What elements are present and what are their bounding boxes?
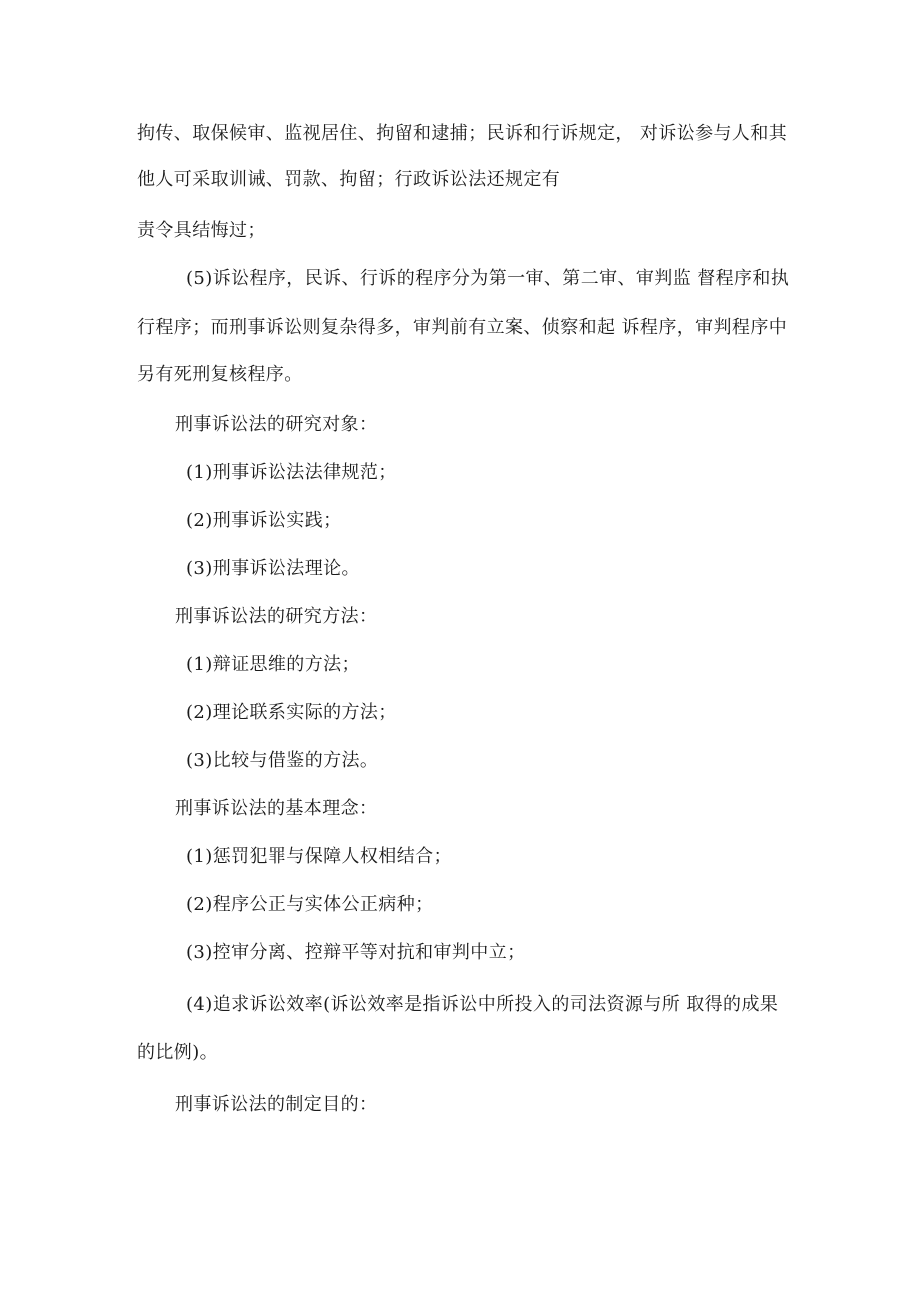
- list-item: (1)惩罚犯罪与保障人权相结合；: [186, 846, 452, 867]
- list-item: (2)刑事诉讼实践；: [186, 510, 342, 531]
- text-line: 他人可采取训诫、罚款、拘留；行政诉讼法还规定有: [137, 169, 561, 190]
- list-item: (3)控审分离、控辩平等对抗和审判中立；: [186, 942, 526, 963]
- section-heading: 刑事诉讼法的基本理念：: [175, 798, 378, 819]
- list-item: (2)程序公正与实体公正病种；: [186, 894, 434, 915]
- text-line: 责令具结悔过；: [137, 220, 266, 241]
- list-item: (4)追求诉讼效率(诉讼效率是指诉讼中所投入的司法资源与所 取得的成果: [186, 994, 779, 1015]
- text-line: 拘传、取保候审、监视居住、拘留和逮捕；民诉和行诉规定， 对诉讼参与人和其: [137, 123, 788, 144]
- text-line: 另有死刑复核程序。: [137, 364, 303, 385]
- list-item: (3)刑事诉讼法理论。: [186, 558, 360, 579]
- text-line: 的比例)。: [137, 1042, 219, 1063]
- section-heading: 刑事诉讼法的制定目的：: [175, 1094, 378, 1115]
- section-heading: 刑事诉讼法的研究方法：: [175, 606, 378, 627]
- list-item: (2)理论联系实际的方法；: [186, 702, 397, 723]
- text-line: 行程序；而刑事诉讼则复杂得多，审判前有立案、侦察和起 诉程序，审判程序中: [137, 317, 788, 338]
- list-item: (3)比较与借鉴的方法。: [186, 750, 379, 771]
- list-item: (1)刑事诉讼法法律规范；: [186, 462, 397, 483]
- text-line: (5)诉讼程序，民诉、行诉的程序分为第一审、第二审、审判监 督程序和执: [186, 268, 790, 289]
- list-item: (1)辩证思维的方法；: [186, 654, 360, 675]
- section-heading: 刑事诉讼法的研究对象：: [175, 414, 378, 435]
